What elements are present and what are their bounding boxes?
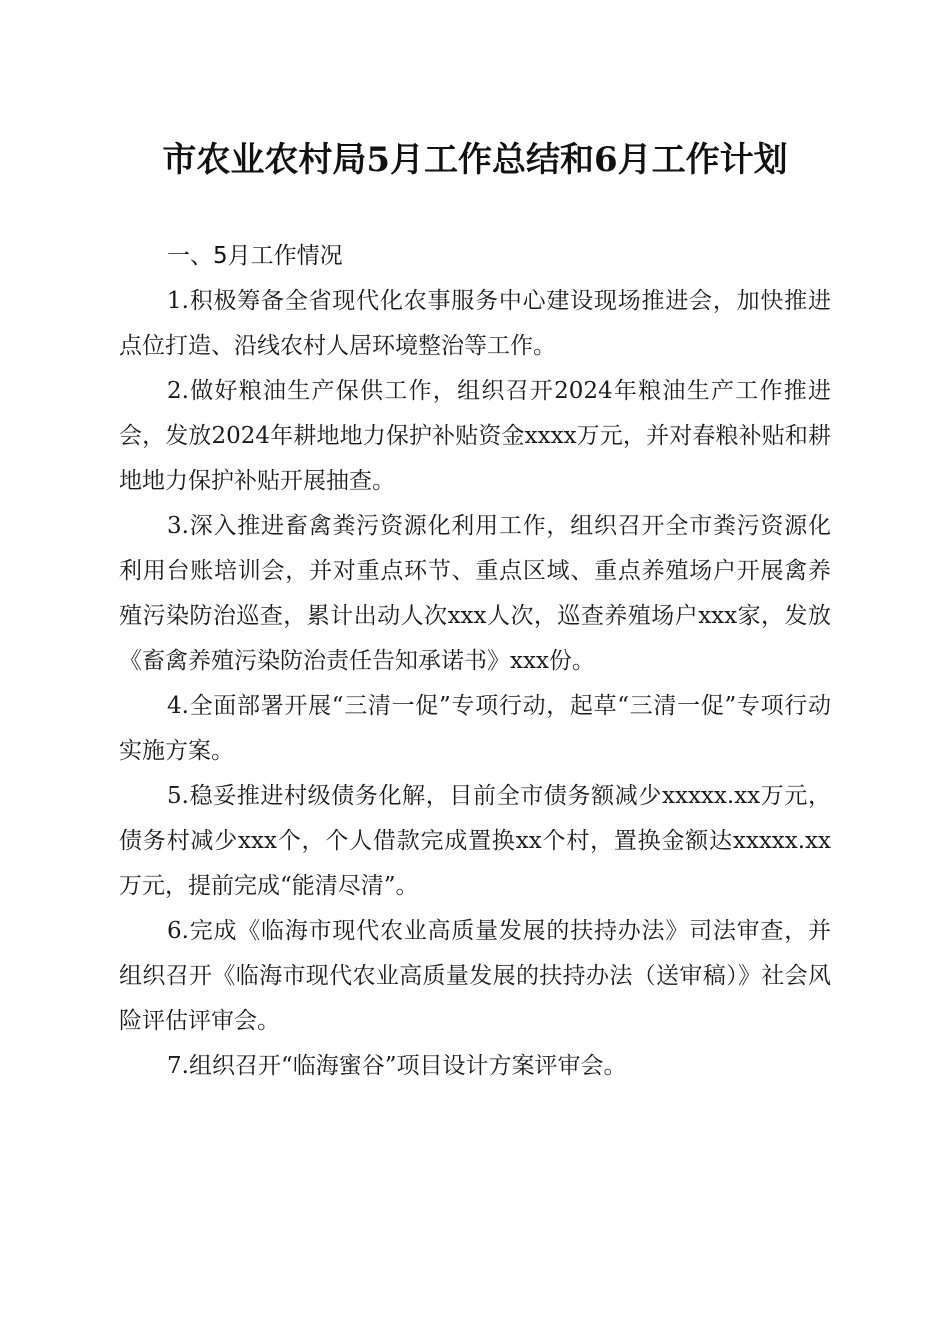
paragraph-item-4: 4.全面部署开展“三清一促”专项行动，起草“三清一促”专项行动实施方案。 — [119, 693, 831, 764]
paragraph-item-7: 7.组织召开“临海蜜谷”项目设计方案评审会。 — [167, 1053, 627, 1079]
section-heading: 一、5月工作情况 — [167, 243, 343, 269]
document-title: 市农业农村局5月工作总结和6月工作计划 — [162, 140, 788, 180]
paragraph-item-1: 1.积极筹备全省现代化农事服务中心建设现场推进会，加快推进点位打造、沿线农村人居环境整治等工作。 — [119, 288, 831, 359]
paragraph-item-5: 5.稳妥推进村级债务化解，目前全市债务额减少xxxxx.xx万元，债务村减少xxx个，个人借款完成置换xx个村，置换金额达xxxxx.xx万元，提前完成“能清尽清”。 — [119, 783, 831, 899]
paragraph-item-6: 6.完成《临海市现代农业高质量发展的扶持办法》司法审查，并组织召开《临海市现代农业高质量发展的扶持办法（送审稿）》社会风险评估评审会。 — [119, 918, 831, 1034]
document-body — [119, 234, 831, 1089]
paragraph-item-2: 2.做好粮油生产保供工作，组织召开2024年粮油生产工作推进会，发放2024年耕地地力保护补贴资金xxxx万元，并对春粮补贴和耕地地力保护补贴开展抽查。 — [119, 378, 831, 494]
paragraph-item-3: 3.深入推进畜禽粪污资源化利用工作，组织召开全市粪污资源化利用台账培训会，并对重点环节、重点区域、重点养殖场户开展禽养殖污染防治巡查，累计出动人次xxx人次，巡查养殖场户xxx家，发放《畜禽养殖污染防治责任告知承诺书》xxx份。 — [119, 513, 831, 674]
